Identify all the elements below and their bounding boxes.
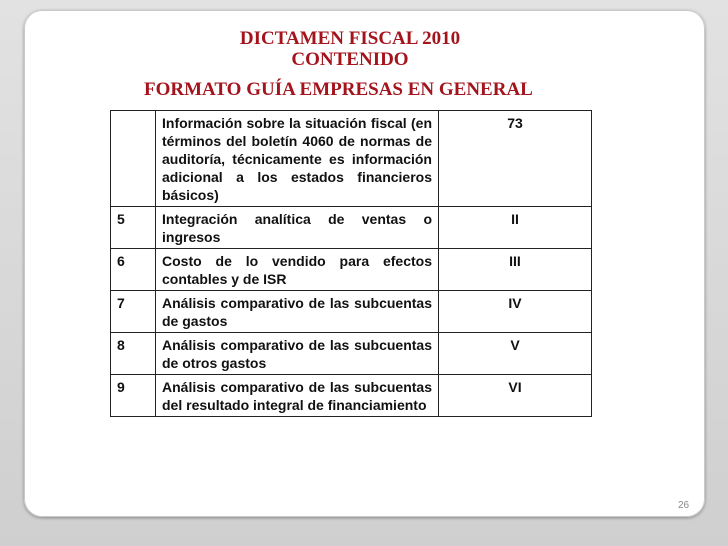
title-line-1: DICTAMEN FISCAL 2010 xyxy=(239,28,461,49)
row-number: 7 xyxy=(111,291,156,333)
table-row xyxy=(111,207,592,249)
row-page: III xyxy=(439,249,592,291)
table-row xyxy=(111,291,592,333)
row-number: 9 xyxy=(111,375,156,417)
row-description: Integración analítica de ventas o ingresos xyxy=(156,207,439,249)
row-number: 5 xyxy=(111,207,156,249)
title-line-3: FORMATO GUÍA EMPRESAS EN GENERAL xyxy=(144,79,533,100)
row-description: Análisis comparativo de las subcuentas del resultado integral de financiamiento xyxy=(156,375,439,417)
row-number xyxy=(111,111,156,207)
row-page: VI xyxy=(439,375,592,417)
table-row xyxy=(111,375,592,417)
row-page: 73 xyxy=(439,111,592,207)
contents-table xyxy=(110,110,592,417)
row-page: IV xyxy=(439,291,592,333)
row-description: Costo de lo vendido para efectos contables y de ISR xyxy=(156,249,439,291)
slide-title xyxy=(110,28,590,70)
row-number: 8 xyxy=(111,333,156,375)
table-row xyxy=(111,111,592,207)
title-line-2: CONTENIDO xyxy=(291,49,409,70)
table-row xyxy=(111,249,592,291)
row-number: 6 xyxy=(111,249,156,291)
slide-number: 26 xyxy=(678,500,690,511)
row-description: Información sobre la situación fiscal (en términos del boletín 4060 de normas de auditoría, técnicamente es información adicional a los estados financieros básicos) xyxy=(156,111,439,207)
row-description: Análisis comparativo de las subcuentas de otros gastos xyxy=(156,333,439,375)
row-page: II xyxy=(439,207,592,249)
table-row xyxy=(111,333,592,375)
row-page: V xyxy=(439,333,592,375)
row-description: Análisis comparativo de las subcuentas de gastos xyxy=(156,291,439,333)
